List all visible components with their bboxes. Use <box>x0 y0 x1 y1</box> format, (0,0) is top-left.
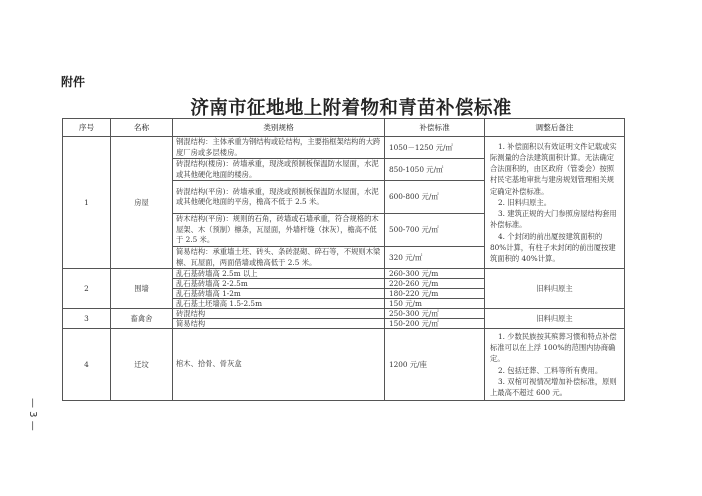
spec-cell: 乱石基砖墙高 2.5m 以上 <box>173 269 385 279</box>
table-row <box>63 329 625 401</box>
note-paragraph: 1. 少数民族按其殡葬习惯和特点补偿标准可以在上浮 100%的范围内协商确定。 <box>490 332 617 364</box>
price-cell: 150-200 元/㎡ <box>385 319 485 329</box>
note-paragraph: 3. 建筑正规的大门参照房屋结构套用补偿标准。 <box>490 209 617 230</box>
note-paragraph: 1. 补偿面积以有效证明文件记载或实际测量的合法建筑面积计算。无法确定合法面积的，由区政府（管委会）按照村民宅基地审批与建房规划管理相关规定确定补偿标准。 <box>490 141 617 196</box>
header-price: 补偿标准 <box>385 119 485 137</box>
note-cell: 旧料归原主 <box>485 309 625 329</box>
row-name: 迁坟 <box>111 329 173 401</box>
row-number: 3 <box>63 309 111 329</box>
note-paragraph: 2. 包括迁葬、工料等所有费用。 <box>498 365 603 375</box>
document-title: 济南市征地地上附着物和青苗补偿标准 <box>190 98 512 119</box>
note-paragraph: 2. 旧料归原主。 <box>498 197 552 207</box>
table-header-row <box>63 119 625 137</box>
spec-cell: 砖木结构(平房)：规则的石角，砖墙或石墙承重，符合规格的木屋架、木（预制）檩条，瓦屋面，外墙杆缝（抹灰），檐高不低于 2.5 米。 <box>173 214 385 247</box>
price-cell: 500-700 元/㎡ <box>385 214 485 247</box>
row-name: 房屋 <box>111 137 173 269</box>
note-paragraph: 3. 双棺可视情况增加补偿标准，原则上最高不超过 600 元。 <box>490 376 617 398</box>
row-name: 畜禽舍 <box>111 309 173 329</box>
page-number: — 3 — <box>27 398 38 431</box>
price-cell: 1200 元/座 <box>385 329 485 401</box>
price-cell: 850-1050 元/㎡ <box>385 159 485 181</box>
header-note: 调整后备注 <box>485 119 625 137</box>
price-cell: 220-260 元/m <box>385 279 485 289</box>
compensation-table <box>62 118 625 401</box>
price-cell: 180-220 元/m <box>385 289 485 299</box>
note-cell: 旧料归原主 <box>485 269 625 309</box>
spec-cell: 砖混结构 <box>173 309 385 319</box>
spec-cell: 棺木、拾骨、骨灰盒 <box>173 329 385 401</box>
row-number: 4 <box>63 329 111 401</box>
price-cell: 250-300 元/㎡ <box>385 309 485 319</box>
spec-cell: 乱石基砖墙高 2-2.5m <box>173 279 385 289</box>
table-row <box>63 137 625 159</box>
header-no: 序号 <box>63 119 111 137</box>
price-cell: 1050－1250 元/㎡ <box>385 137 485 159</box>
annex-label: 附件 <box>61 75 86 89</box>
row-number: 2 <box>63 269 111 309</box>
price-cell: 320 元/㎡ <box>385 247 485 269</box>
note-cell <box>485 329 625 401</box>
row-name: 围墙 <box>111 269 173 309</box>
table-row <box>63 309 625 319</box>
spec-cell: 砖混结构(楼房)：砖墙承重，现浇或预制板保温防水屋面，水泥或其他硬化地面的楼房。 <box>173 159 385 181</box>
table-row <box>63 269 625 279</box>
spec-cell: 简易结构 <box>173 319 385 329</box>
spec-cell: 钢混结构：主体承重为钢结构或砼结构，主要指框架结构的大跨度厂房或多层楼房。 <box>173 137 385 159</box>
price-cell: 150 元/m <box>385 299 485 309</box>
note-paragraph: 4. 个封闭的前出厦按建筑面积的 80%计算，有柱子未封闭的前出厦按建筑面积的 40%计算。 <box>490 231 616 263</box>
header-spec: 类别规格 <box>173 119 385 137</box>
spec-cell: 简易结构：承重墙土坯、砖头、条砖混砌、碎石等，不规则木梁檩、瓦屋面，两面借墙或檐高低于 2.5 米。 <box>173 247 385 269</box>
note-cell <box>485 137 625 269</box>
header-name: 名称 <box>111 119 173 137</box>
spec-cell: 乱石基土坯墙高 1.5-2.5m <box>173 299 385 309</box>
spec-cell: 砖混结构(平房)：砖墙承重，现浇或预制板保温防水屋面，水泥或其他硬化地面的平房，檐高不低于 2.5 米。 <box>173 181 385 214</box>
spec-cell: 乱石基砖墙高 1-2m <box>173 289 385 299</box>
row-number: 1 <box>63 137 111 269</box>
price-cell: 600-800 元/㎡ <box>385 181 485 214</box>
price-cell: 260-300 元/m <box>385 269 485 279</box>
